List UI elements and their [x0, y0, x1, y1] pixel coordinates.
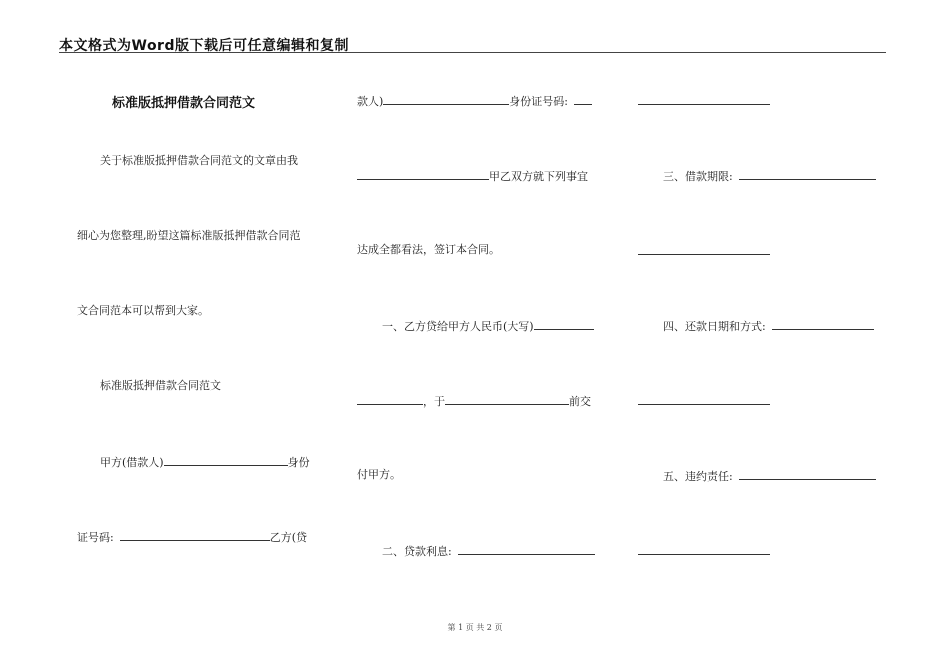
col3-line-6: [663, 468, 876, 484]
clause-1-label: 一、乙方贷给甲方人民币(大写): [382, 320, 534, 333]
lender-blank: [383, 93, 509, 105]
col3-line-2: [663, 168, 876, 184]
lender-id-blank: [574, 93, 592, 105]
id-label-part: 身份: [287, 456, 310, 469]
clause-1-at: ，于: [423, 395, 445, 408]
header-title: 本文格式为Word版下载后可任意编辑和复制: [59, 38, 349, 54]
col2-line-3: 达成全都看法，签订本合同。: [357, 243, 500, 256]
col2-line-4: [382, 318, 594, 334]
col2-line-2: [357, 168, 588, 184]
col1-line-2: 细心为您整理,盼望这篇标准版抵押借款合同范: [77, 229, 301, 242]
document-title: 标准版抵押借款合同范文: [112, 96, 256, 111]
amount-blank-2: [357, 393, 423, 405]
clause-1-before: 前交: [569, 395, 591, 408]
term-blank: [739, 168, 876, 180]
page-number: 第 1 页 共 2 页: [447, 623, 503, 632]
lender-label-part: 款人): [357, 95, 384, 108]
col3-blank-1: [638, 104, 770, 105]
date-blank: [445, 393, 569, 405]
borrower-blank: [164, 454, 288, 466]
amount-blank: [534, 318, 594, 330]
header-divider: [59, 52, 886, 53]
col2-line-1: [357, 93, 592, 109]
col1-line-4: 标准版抵押借款合同范文: [100, 379, 221, 392]
party-b-label: 乙方(贷: [269, 531, 308, 544]
col2-line-7: [382, 543, 595, 559]
party-a-label: 甲方(借款人): [100, 456, 164, 469]
id-number-label: 证号码:: [77, 531, 114, 544]
col1-line-6: [77, 529, 307, 545]
id-number-blank: [120, 529, 270, 541]
col3-blank-3: [638, 254, 770, 255]
col2-line-6: 付甲方。: [357, 468, 401, 481]
clause-5-label: 五、违约责任:: [663, 470, 733, 483]
liability-blank: [739, 468, 876, 480]
col1-line-5: [100, 454, 310, 470]
repayment-blank: [772, 318, 874, 330]
col1-line-1: 关于标准版抵押借款合同范文的文章由我: [100, 154, 298, 167]
col2-line-5: [357, 393, 591, 409]
col3-blank-5: [638, 404, 770, 405]
col3-line-4: [663, 318, 874, 334]
col3-blank-7: [638, 554, 770, 555]
interest-blank: [458, 543, 595, 555]
lender-id-label: 身份证号码:: [509, 95, 569, 108]
clause-3-label: 三、借款期限:: [663, 170, 733, 183]
clause-4-label: 四、还款日期和方式:: [663, 320, 766, 333]
col1-line-3: 文合同范本可以帮到大家。: [77, 304, 209, 317]
lender-id-blank-2: [357, 168, 489, 180]
clause-2-label: 二、贷款利息:: [382, 545, 452, 558]
agreement-text-1: 甲乙双方就下列事宜: [489, 170, 588, 183]
